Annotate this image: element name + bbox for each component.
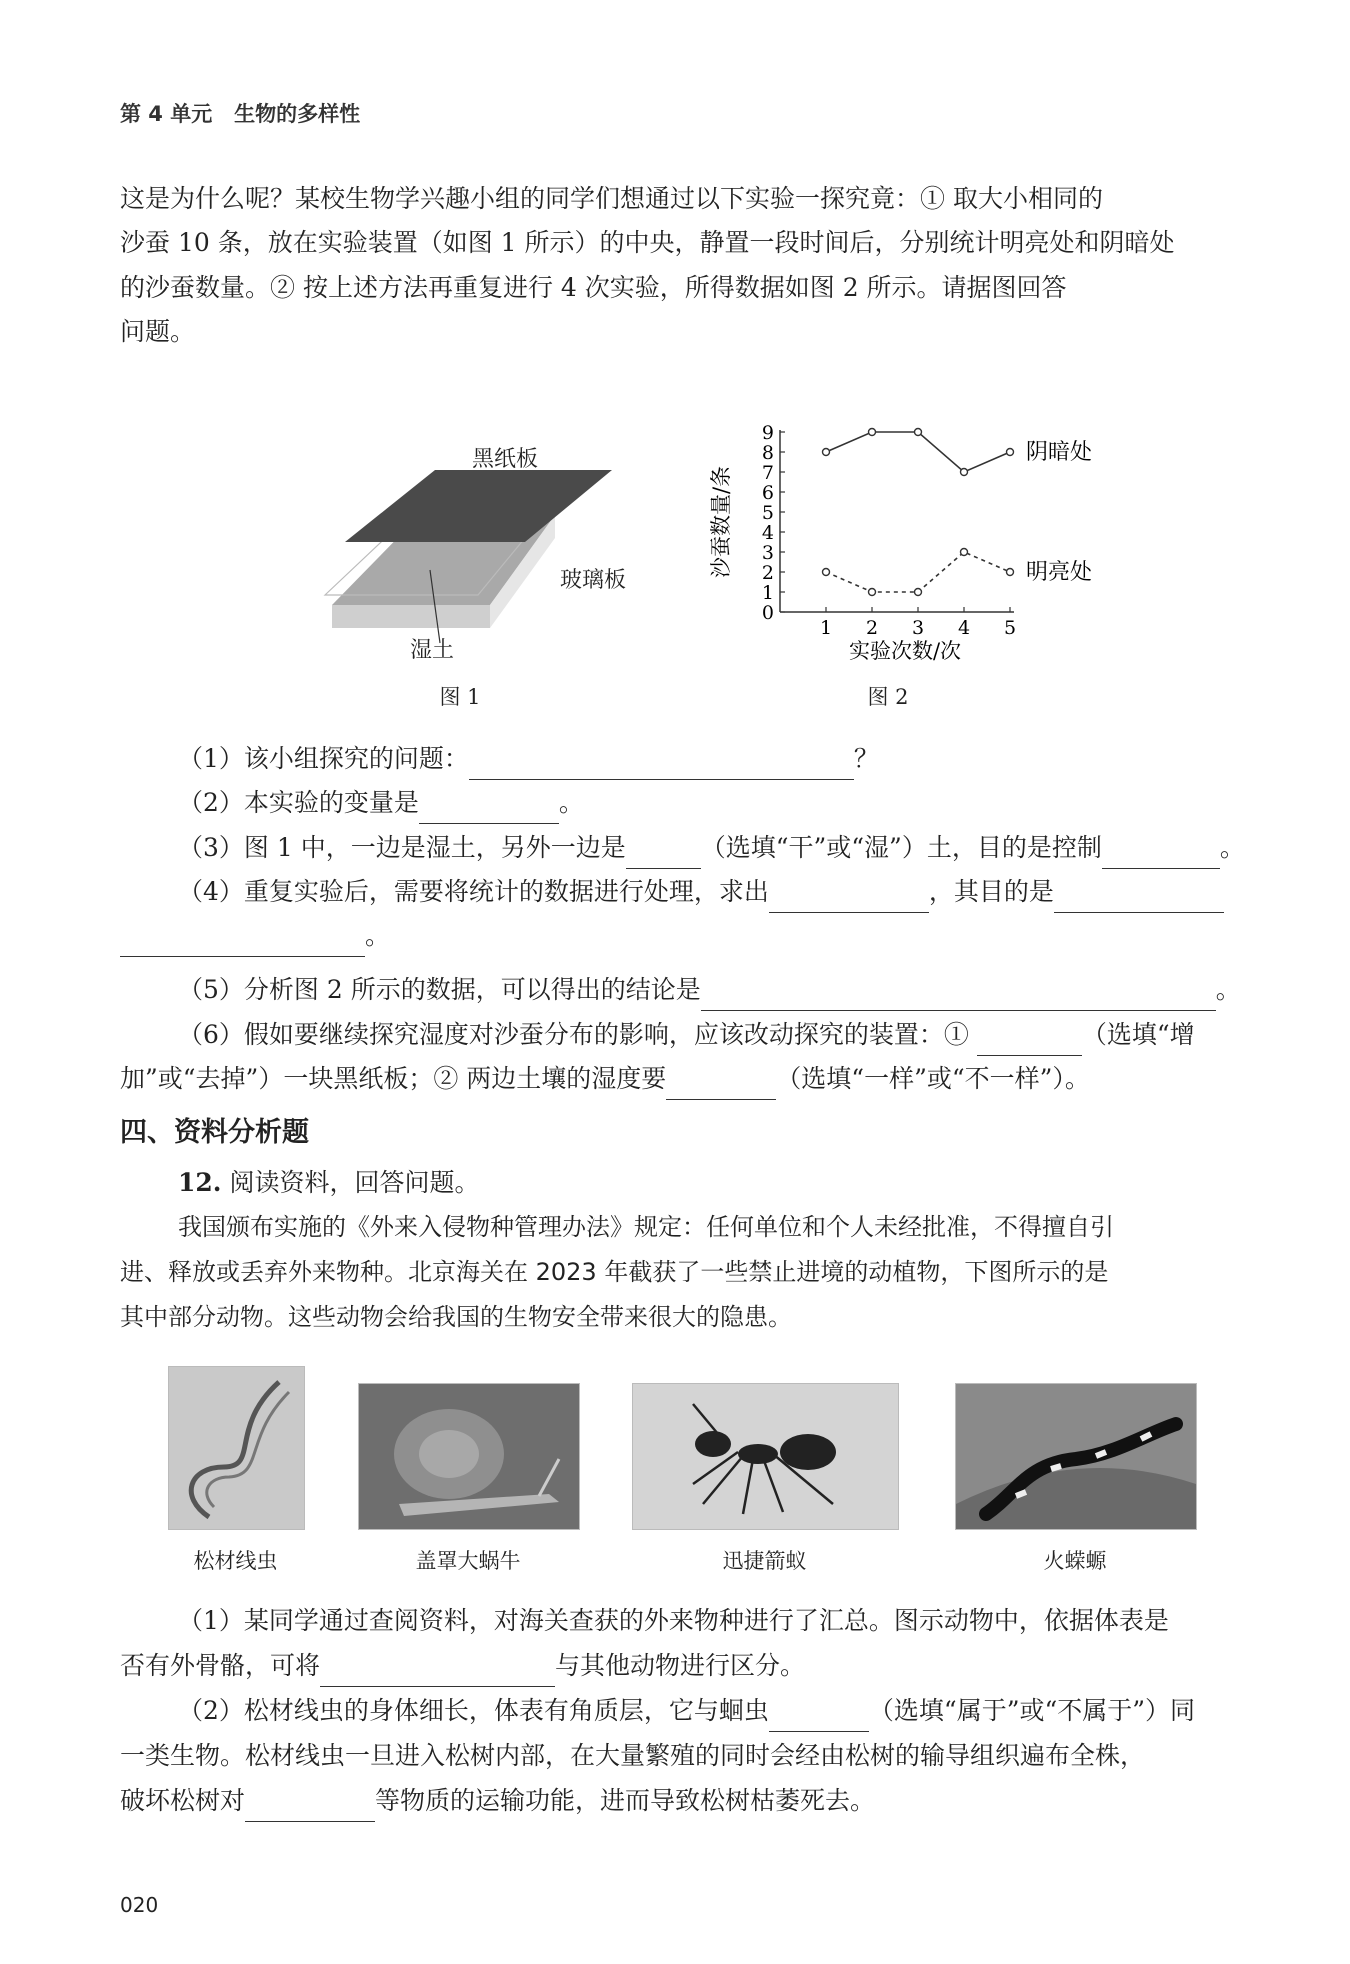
answer-blank-6b[interactable] bbox=[666, 1073, 776, 1100]
q12-material-3: 其中部分动物。这些动物会给我国的生物安全带来很大的隐患。 bbox=[120, 1303, 792, 1331]
snail-photo bbox=[358, 1383, 580, 1530]
answer-blank-5[interactable] bbox=[701, 984, 1216, 1011]
data-point bbox=[823, 569, 830, 576]
series-label-dark: 阴暗处 bbox=[1026, 440, 1093, 465]
intro-line-2: 沙蚕 10 条，放在实验装置（如图 1 所示）的中央，静置一段时间后，分别统计明亮处和阴暗处 bbox=[120, 228, 1175, 257]
q12-1-line2: 否有外骨骼，可将 与其他动物进行区分。 bbox=[120, 1644, 805, 1687]
answer-blank-6a[interactable] bbox=[977, 1029, 1082, 1056]
ant-photo bbox=[632, 1383, 899, 1530]
answer-blank-4b[interactable] bbox=[1054, 886, 1224, 913]
section-title: 四、资料分析题 bbox=[120, 1117, 309, 1148]
series-line-0 bbox=[826, 432, 1010, 472]
nematode-photo bbox=[168, 1366, 305, 1530]
running-header bbox=[120, 98, 360, 128]
q12-2-line2: 一类生物。松材线虫一旦进入松树内部，在大量繁殖的同时会经由松树的输导组织遍布全株， bbox=[120, 1741, 1146, 1770]
data-point bbox=[823, 449, 830, 456]
q11-3: （3）图 1 中，一边是湿土，另外一边是 （选填“干”或“湿”）土，目的是控制 。 bbox=[178, 826, 1245, 869]
q12-material-2: 进、释放或丢弃外来物种。北京海关在 2023 年截获了一些禁止进境的动植物，下图所示的是 bbox=[120, 1258, 1109, 1286]
data-point bbox=[1007, 569, 1014, 576]
data-point bbox=[915, 429, 922, 436]
x-tick-label: 5 bbox=[1003, 617, 1017, 639]
data-point bbox=[915, 589, 922, 596]
y-tick-label: 8 bbox=[761, 442, 774, 464]
header-title: 生物的多样性 bbox=[234, 102, 361, 126]
q11-6: （6）假如要继续探究湿度对沙蚕分布的影响，应该改动探究的装置：① （选填“增 bbox=[178, 1013, 1195, 1056]
figure1-caption: 图 1 bbox=[439, 685, 481, 709]
figure2-caption: 图 2 bbox=[867, 685, 909, 709]
intro-line-4: 问题。 bbox=[120, 317, 196, 346]
data-point bbox=[869, 429, 876, 436]
black-board bbox=[345, 470, 612, 542]
answer-blank-4c[interactable] bbox=[120, 930, 365, 957]
y-tick-label: 2 bbox=[761, 562, 774, 584]
label-soil: 湿土 bbox=[410, 638, 455, 663]
q11-6-cont: 加”或“去掉”）一块黑纸板；② 两边土壤的湿度要 （选填“一样”或“不一样”）。 bbox=[120, 1057, 1090, 1100]
answer-blank-1[interactable] bbox=[469, 753, 854, 780]
q12-prompt: 12. 阅读资料，回答问题。 bbox=[178, 1168, 480, 1197]
y-tick-label: 5 bbox=[761, 502, 774, 524]
label-black-board: 黑纸板 bbox=[472, 447, 539, 472]
y-tick-label: 3 bbox=[761, 542, 774, 564]
animal-caption-nematode: 松材线虫 bbox=[193, 1549, 278, 1573]
animal-caption-salamander: 火蝾螈 bbox=[1043, 1549, 1107, 1573]
answer-blank-3a[interactable] bbox=[626, 842, 701, 869]
data-point bbox=[961, 549, 968, 556]
x-tick-label: 3 bbox=[911, 617, 925, 639]
q12-material-1: 我国颁布实施的《外来入侵物种管理办法》规定：任何单位和个人未经批准，不得擅自引 bbox=[178, 1213, 1114, 1241]
series-label-bright: 明亮处 bbox=[1026, 560, 1093, 585]
y-tick-label: 6 bbox=[761, 482, 774, 504]
page-number: 020 bbox=[120, 1893, 159, 1917]
series-line-1 bbox=[826, 552, 1010, 592]
answer-blank-12-1[interactable] bbox=[320, 1660, 555, 1687]
intro-line-1: 这是为什么呢？某校生物学兴趣小组的同学们想通过以下实验一探究竟：① 取大小相同的 bbox=[120, 184, 1103, 213]
data-point bbox=[869, 589, 876, 596]
data-point bbox=[1007, 449, 1014, 456]
answer-blank-2[interactable] bbox=[419, 797, 559, 824]
x-tick-label: 1 bbox=[819, 617, 833, 639]
y-tick-label: 4 bbox=[761, 522, 774, 544]
salamander-photo bbox=[955, 1383, 1197, 1530]
q11-1: （1）该小组探究的问题： ？ bbox=[178, 737, 879, 780]
animal-caption-ant: 迅捷箭蚁 bbox=[722, 1549, 807, 1573]
animal-caption-snail: 盖罩大蜗牛 bbox=[415, 1549, 521, 1573]
y-axis-label: 沙蚕数量/条 bbox=[709, 465, 733, 579]
answer-blank-12-2b[interactable] bbox=[245, 1795, 375, 1822]
x-axis-label: 实验次数/次 bbox=[848, 639, 962, 663]
q11-4: （4）重复实验后，需要将统计的数据进行处理，求出 ，其目的是 bbox=[178, 870, 1224, 913]
y-tick-label: 7 bbox=[761, 462, 774, 484]
figure2-line-chart bbox=[700, 400, 1100, 670]
soil-front bbox=[332, 605, 490, 628]
y-tick-label: 1 bbox=[761, 582, 774, 604]
x-tick-label: 4 bbox=[957, 617, 971, 639]
y-tick-label: 9 bbox=[761, 422, 774, 444]
intro-line-3: 的沙蚕数量。② 按上述方法再重复进行 4 次实验，所得数据如图 2 所示。请据图回答 bbox=[120, 273, 1067, 302]
q12-2-line3: 破坏松树对 等物质的运输功能，进而导致松树枯萎死去。 bbox=[120, 1779, 875, 1822]
answer-blank-3b[interactable] bbox=[1102, 842, 1220, 869]
label-glass-plate: 玻璃板 bbox=[560, 568, 627, 593]
q11-5: （5）分析图 2 所示的数据，可以得出的结论是 。 bbox=[178, 968, 1241, 1011]
q11-2: （2）本实验的变量是 。 bbox=[178, 781, 584, 824]
data-point bbox=[961, 469, 968, 476]
y-tick-label: 0 bbox=[761, 602, 774, 624]
q12-1-line1: （1）某同学通过查阅资料，对海关查获的外来物种进行了汇总。图示动物中，依据体表是 bbox=[178, 1606, 1169, 1635]
x-tick-label: 2 bbox=[865, 617, 879, 639]
q12-2-line1: （2）松材线虫的身体细长，体表有角质层，它与蛔虫 （选填“属于”或“不属于”）同 bbox=[178, 1689, 1195, 1732]
answer-blank-12-2a[interactable] bbox=[769, 1705, 869, 1732]
answer-blank-4a[interactable] bbox=[769, 886, 929, 913]
header-unit: 第 4 单元 bbox=[120, 102, 213, 126]
q11-4-cont: 。 bbox=[120, 914, 390, 957]
